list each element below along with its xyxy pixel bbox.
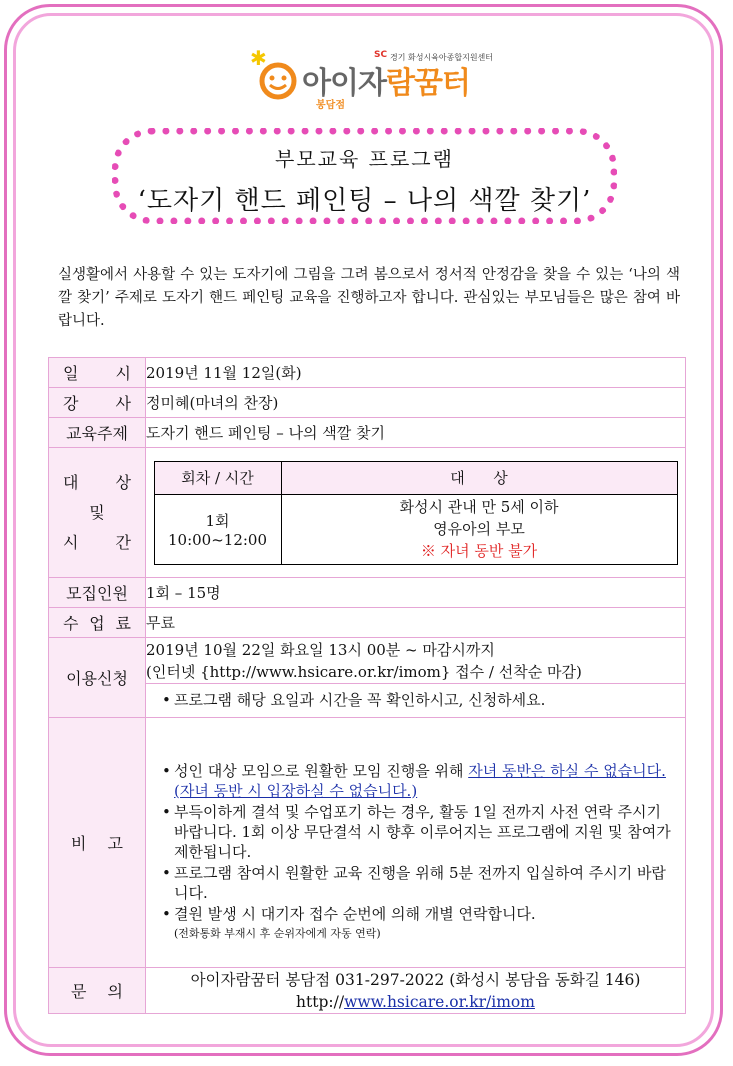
- fee-value: 무료: [146, 608, 686, 638]
- apply-note: • 프로그램 해당 요일과 시간을 꼭 확인하시고, 신청하세요.: [160, 690, 671, 710]
- title-banner: [112, 128, 617, 224]
- remark-2: • 부득이하게 결석 및 수업포기 하는 경우, 활동 1일 전까지 사전 연락 주시기 바랍니다. 1회 이상 무단결석 시 향후 이루어지는 프로그램에 지원 및 참여가 제한됩니다.: [160, 802, 671, 862]
- banner-title: ‘도자기 핸드 페인팅 – 나의 색깔 찾기’: [137, 186, 592, 216]
- apply-method: (인터넷 {http://www.hsicare.or.kr/imom} 접수 / 선착순 마감): [146, 662, 582, 681]
- topic-header: 교육주제: [49, 418, 146, 448]
- target-cell: 화성시 관내 만 5세 이하 영유아의 부모 ※ 자녀 동반 불가: [281, 494, 677, 564]
- logo: [250, 46, 494, 118]
- smile-face-icon: [258, 60, 298, 100]
- row-date: 일 시 2019년 11월 12일(화): [49, 358, 686, 388]
- row-instructor: 강 사 정미혜(마녀의 찬장): [49, 388, 686, 418]
- date-value: 2019년 11월 12일(화): [146, 358, 686, 388]
- session-col-header: 회차 / 시간: [154, 461, 281, 494]
- row-remarks: 비 고 • 성인 대상 모임으로 원활한 모임 진행을 위해 자녀 동반은 하실 수 없습니다. (자녀 동반 시 입장하실 수 없습니다.) • 부득이하게 결석 및 수업포기 하는 경우, 활동 1일 전까지 사전 연락 주시기 바랍니다. 1회 이상 무단결석 시 향후 이루어지는 프로그램에 지원 및 참여가 제한됩니다. • 프로그램 참여시 원활한 교육 진행을 위해 5분 전까지 입실하여 주시기 바랍니다. • 결원 발생 시 대기자 접수 순번에 의해 개별 연락합니다. (전화통화 부재시 후 순위자에게 자동 연락): [49, 718, 686, 968]
- target-col-header: 대 상: [281, 461, 677, 494]
- info-table: [48, 357, 686, 1014]
- apply-header: 이용신청: [49, 638, 146, 718]
- capacity-header: 모집인원: [49, 578, 146, 608]
- row-capacity: [49, 578, 686, 608]
- remark-4: • 결원 발생 시 대기자 접수 순번에 의해 개별 연락합니다.: [160, 904, 671, 924]
- topic-value: 도자기 핸드 페인팅 – 나의 색깔 찾기: [146, 418, 686, 448]
- schedule-table: [154, 461, 678, 565]
- warning-text: ※ 자녀 동반 불가: [420, 542, 538, 560]
- remark-1: • 성인 대상 모임으로 원활한 모임 진행을 위해 자녀 동반은 하실 수 없습니다. (자녀 동반 시 입장하실 수 없습니다.): [160, 761, 671, 801]
- org-mark: SC: [374, 50, 388, 60]
- remark-4-small: (전화통화 부재시 후 순위자에게 자동 연락): [174, 926, 381, 940]
- contact-info: 아이자람꿈터 봉담점 031-297-2022 (화성시 봉담읍 동화길 146): [190, 970, 641, 989]
- org-name: 경기 화성시육아종합지원센터: [390, 53, 494, 62]
- banner-subtitle: 부모교육 프로그램: [275, 147, 454, 171]
- apply-period: 2019년 10월 22일 화요일 13시 00분 ~ 마감시까지: [146, 640, 495, 659]
- logo-branch: 봉담점: [316, 100, 345, 111]
- star-icon: ✱: [250, 46, 267, 70]
- intro-paragraph: 실생활에서 사용할 수 있는 도자기에 그림을 그려 봄으로서 정서적 안정감을 찾을 수 있는 ‘나의 색깔 찾기’ 주제로 도자기 핸드 페인팅 교육을 진행하고자 합니다. 관심있는 부모님들은 많은 참여 바랍니다.: [58, 267, 680, 329]
- session-cell: 1회 10:00~12:00: [154, 494, 281, 564]
- row-fee: 수 업 료 무료: [49, 608, 686, 638]
- instructor-value: 정미혜(마녀의 찬장): [146, 388, 686, 418]
- row-topic: [49, 418, 686, 448]
- capacity-value: 1회 – 15명: [146, 578, 686, 608]
- row-target: 대 상 및 시 간 회차 / 시간 대 상 1회 10:00~12:00 화성시 관내 만 5세 이하 영유아의 부모 ※ 자녀 동반 불가: [49, 448, 686, 578]
- row-contact: 문 의 아이자람꿈터 봉담점 031-297-2022 (화성시 봉담읍 동화길 146) http://www.hsicare.or.kr/imom: [49, 968, 686, 1014]
- remark-3: • 프로그램 참여시 원활한 교육 진행을 위해 5분 전까지 입실하여 주시기 바랍니다.: [160, 863, 671, 903]
- homepage-link[interactable]: www.hsicare.or.kr/imom: [344, 992, 535, 1011]
- logo-text: 아이자람꿈터: [302, 66, 470, 101]
- row-apply: [49, 638, 686, 684]
